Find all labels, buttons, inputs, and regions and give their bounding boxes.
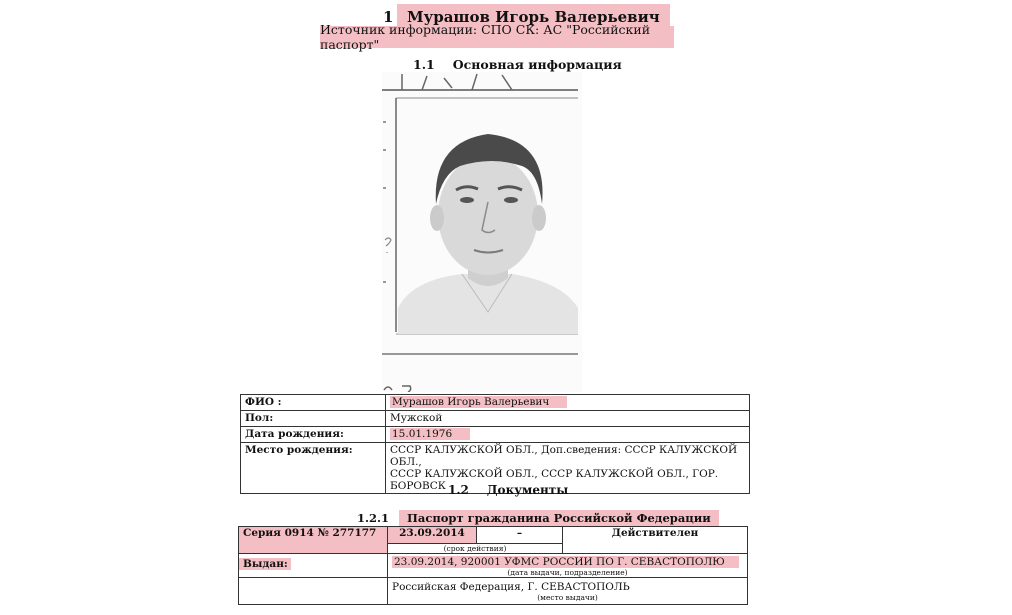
field-value-cell [386,427,750,443]
passport-photo-scan [382,72,582,392]
issue-place-value: Российская Федерация, Г. СЕВАСТОПОЛЬ [392,581,630,593]
issued-label-cell [239,554,388,578]
table-row [239,578,748,605]
passport-series: Серия 0914 № 277177 [239,527,388,554]
record-number: 1 [383,8,394,26]
section-number: 1.1 [413,57,435,72]
field-label: Дата рождения: [241,427,386,443]
section-title: Основная информация [452,57,622,72]
field-value-cell [386,395,750,411]
field-label: Место рождения: [241,443,386,494]
passport-dates-cell [388,527,563,554]
issued-value-cell [388,554,748,578]
issued-label: Выдан: [239,558,291,570]
basic-info-table [240,394,750,494]
section-title: Документы [486,483,569,497]
table-row [241,411,750,427]
table-row [241,395,750,411]
place-caption: (место выдачи) [537,593,598,602]
birth-place-line: СССР КАЛУЖСКОЙ ОБЛ., СССР КАЛУЖСКОЙ ОБЛ., ГОР. БОРОВСК [390,468,719,492]
source-label: Источник информации: СПО СК: АС "Российский паспорт" [320,26,674,48]
section-heading-basic-info [413,57,622,72]
section-number: 1.2 [448,483,469,497]
birth-date-value: 15.01.1976 [390,428,470,440]
issued-caption: (дата выдачи, подразделение) [507,568,628,577]
gender-value: Мужской [386,411,750,427]
table-row [239,527,748,554]
place-value-cell [388,578,748,605]
issued-value: 23.09.2014, 920001 УФМС РОССИИ ПО Г. СЕВАСТОПОЛЮ [392,556,739,568]
subsection-heading-passport [357,510,719,526]
field-label: Пол: [241,411,386,427]
portrait-photo [382,72,582,392]
validity-caption: (срок действия) [388,543,562,553]
full-name-value: Мурашов Игорь Валерьевич [390,396,567,408]
expiry-dash: – [516,527,523,539]
passport-status: Действителен [563,527,748,554]
section-heading-documents [448,483,568,497]
person-name-heading: Мурашов Игорь Валерьевич [397,4,670,30]
table-row [239,554,748,578]
field-label: ФИО : [241,395,386,411]
birth-place-line: СССР КАЛУЖСКОЙ ОБЛ., Доп.сведения: СССР КАЛУЖСКОЙ ОБЛ., [390,444,738,468]
issue-date: 23.09.2014 [388,527,477,543]
passport-table [238,526,748,605]
subsection-number: 1.2.1 [357,511,390,525]
passport-dates [388,527,562,543]
subsection-title: Паспорт гражданина Российской Федерации [399,510,719,526]
table-row [241,427,750,443]
place-label-cell [239,578,388,605]
